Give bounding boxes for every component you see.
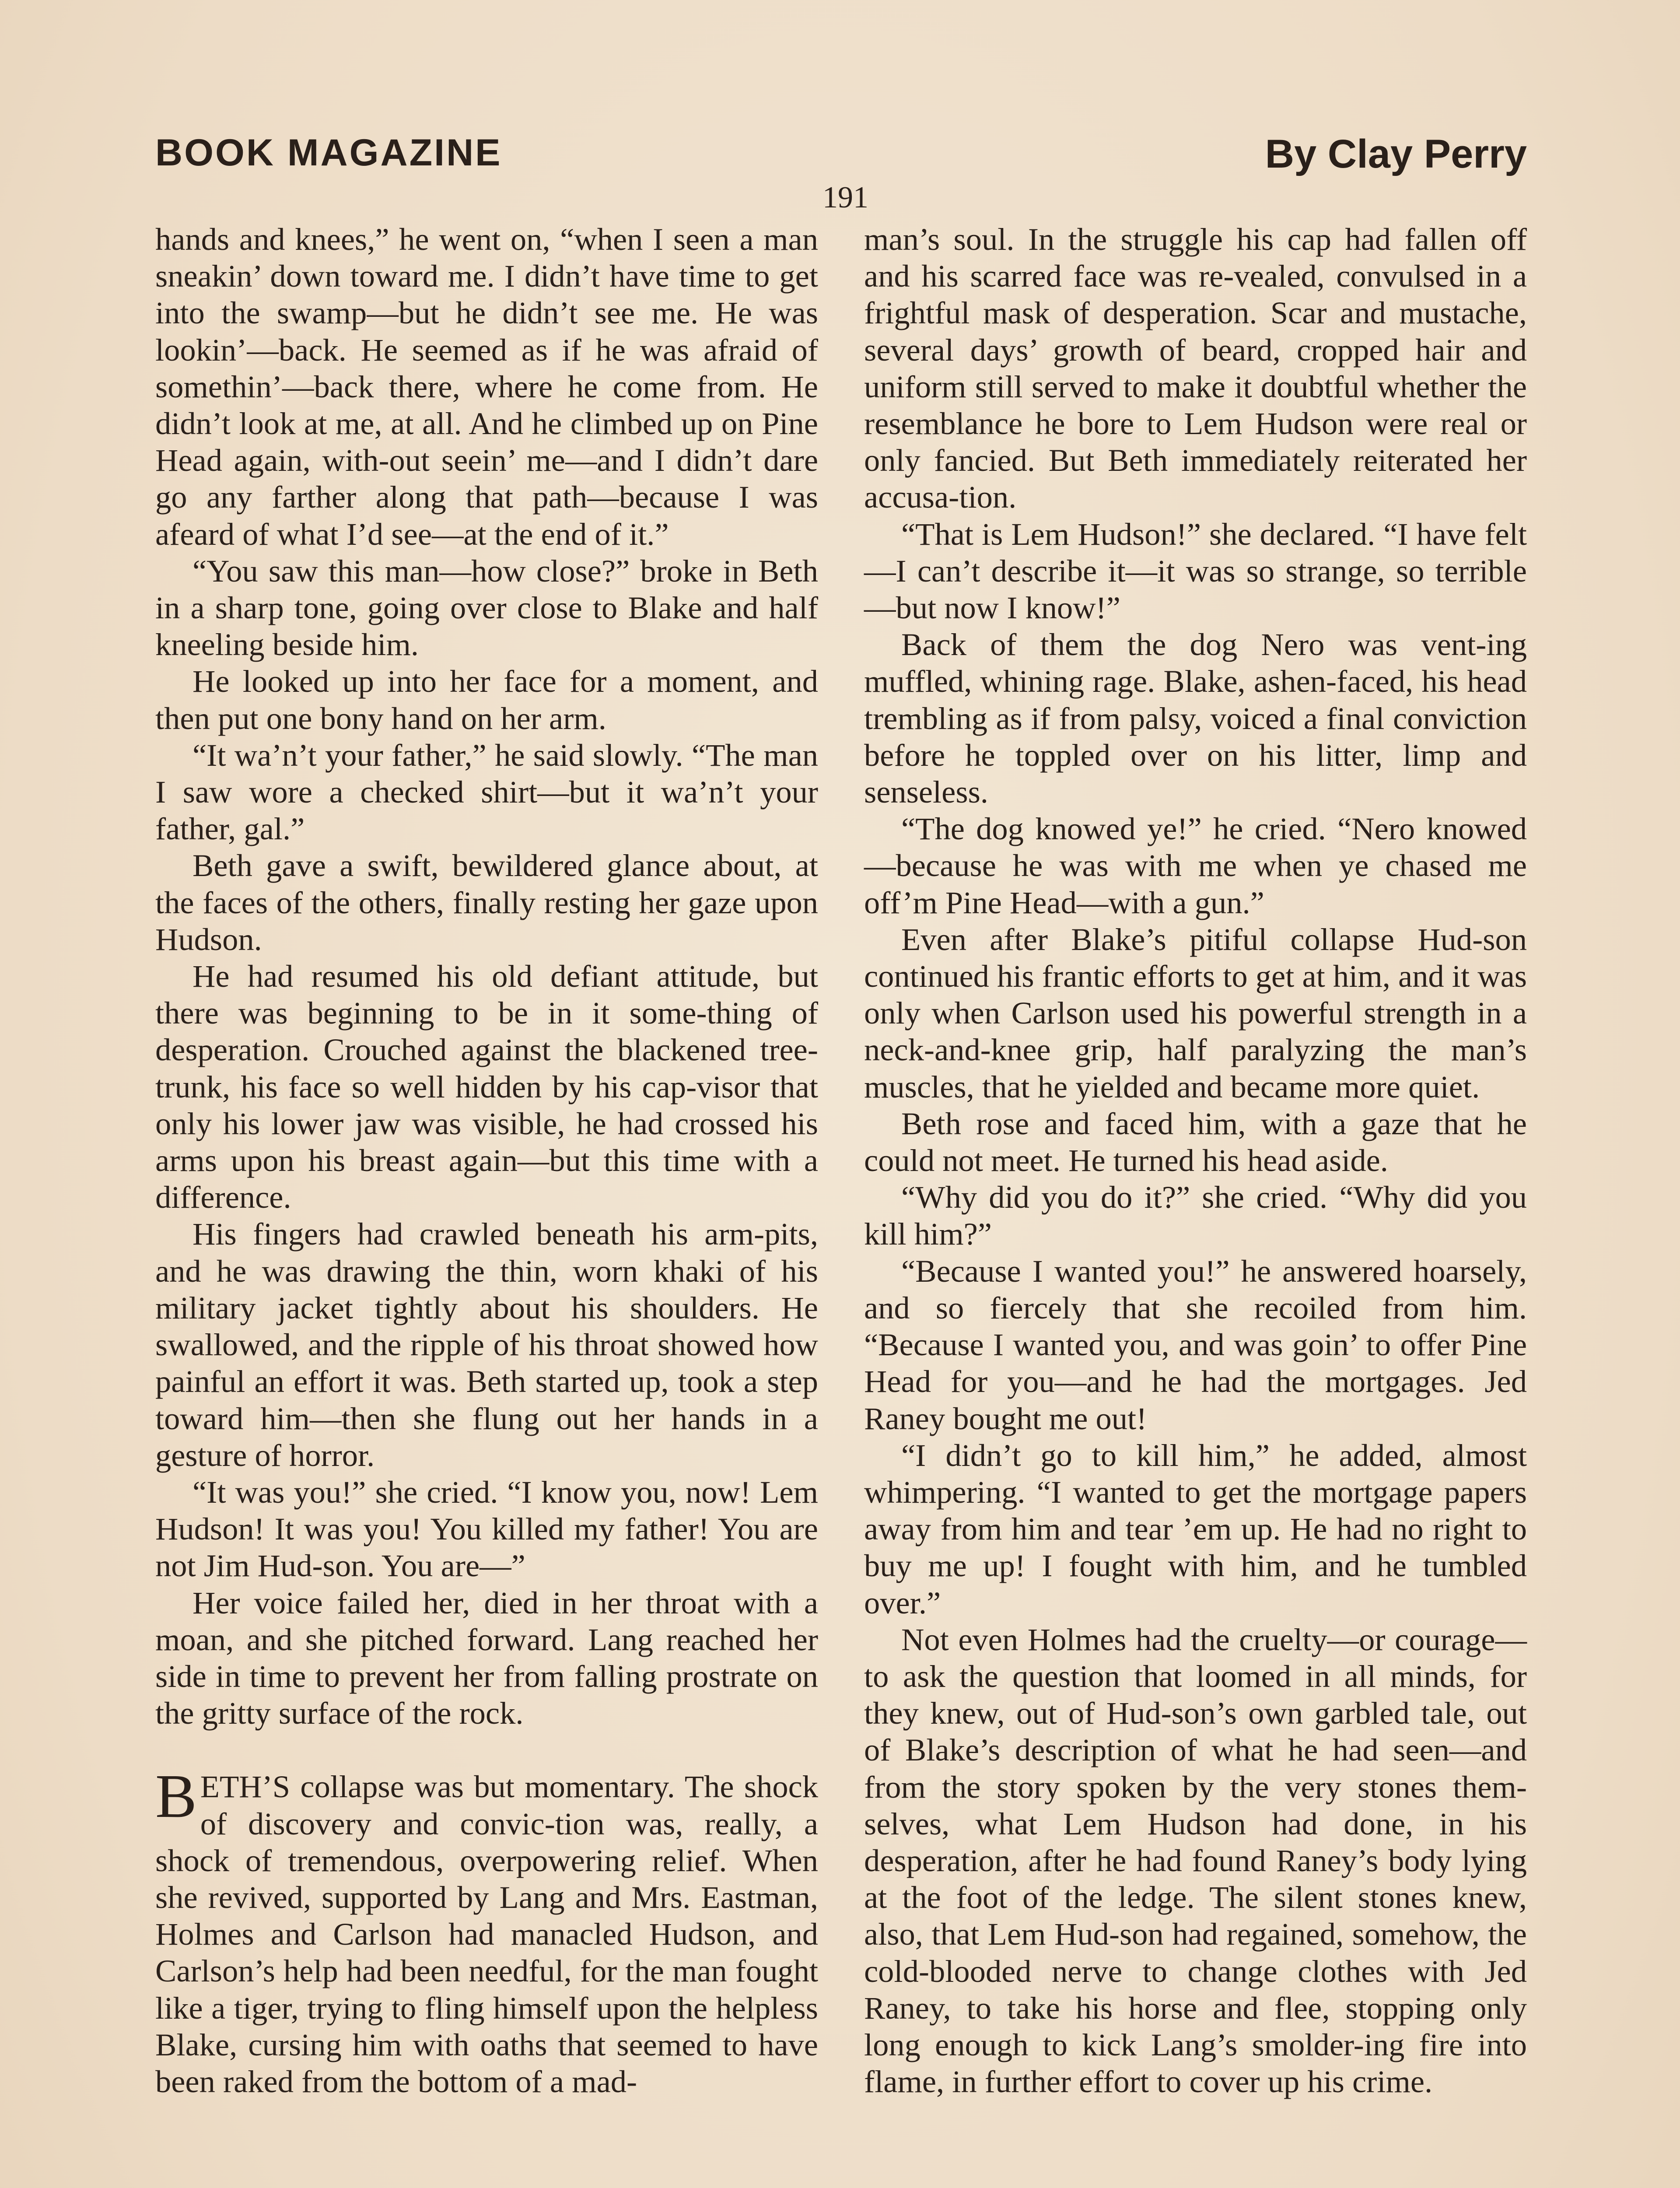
paragraph: Beth rose and faced him, with a gaze that he could not meet. He turned his head aside. <box>864 1105 1527 1178</box>
paragraph: Beth gave a swift, bewildered glance about, at the faces of the others, finally resting her gaze upon Hudson. <box>155 848 818 957</box>
section-opening-paragraph <box>155 1761 818 2100</box>
page-number: 191 <box>822 181 868 214</box>
paragraph: “You saw this man—how close?” broke in Beth in a sharp tone, going over close to Blake and half kneeling beside him. <box>155 553 818 663</box>
paragraph: “Because I wanted you!” he answered hoarsely, and so fiercely that she recoiled from him. “Because I wanted you, and was goin’ to offer Pine Head for you—and he had the mortgages. Jed Raney bought me out! <box>864 1253 1527 1436</box>
paragraph: “Why did you do it?” she cried. “Why did you kill him?” <box>864 1179 1527 1252</box>
drop-cap: B <box>155 1761 197 1831</box>
paragraph: Even after Blake’s pitiful collapse Hud-son continued his frantic efforts to get at him, and it was only when Carlson used his powerful strength in a neck-and-knee grip, half paralyzing the man’s muscles, that he yielded and became more quiet. <box>864 921 1527 1105</box>
paragraph: He had resumed his old defiant attitude, but there was beginning to be in it some-thing of desperation. Crouched against the blackened tree-trunk, his face so well hidden by his cap-visor that only his lower jaw was visible, he had crossed his arms upon his breast again—but this time with a difference. <box>155 958 818 1215</box>
paragraph: “That is Lem Hudson!” she declared. “I have felt—I can’t describe it—it was so strange, so terrible—but now I know!” <box>864 516 1527 626</box>
section-opening-text: ETH’S collapse was but momentary. The shock of discovery and convic-tion was, really, a shock of tremendous, overpowering relief. When she revived, supported by Lang and Mrs. Eastman, Holmes and Carlson had manacled Hudson, and Carlson’s help had been needful, for the man fought like a tiger, trying to fling himself upon the helpless Blake, cursing him with oaths that seemed to have been raked from the bottom of a mad- <box>155 1769 818 2099</box>
left-column <box>155 221 818 2100</box>
paragraph: “It was you!” she cried. “I know you, now! Lem Hudson! It was you! You killed my father! You are not Jim Hud-son. You are—” <box>155 1474 818 1584</box>
magazine-title: BOOK MAGAZINE <box>155 132 502 174</box>
paragraph: He looked up into her face for a moment, and then put one bony hand on her arm. <box>155 663 818 736</box>
right-column <box>864 221 1527 2100</box>
paragraph: “The dog knowed ye!” he cried. “Nero knowed—because he was with me when ye chased me off’m Pine Head—with a gun.” <box>864 811 1527 920</box>
paragraph: man’s soul. In the struggle his cap had fallen off and his scarred face was re-vealed, convulsed in a frightful mask of desperation. Scar and mustache, several days’ growth of beard, cropped hair and uniform still served to make it doubtful whether the resemblance he bore to Lem Hudson were real or only fancied. But Beth immediately reiterated her accusa-tion. <box>864 221 1527 515</box>
paragraph: “I didn’t go to kill him,” he added, almost whimpering. “I wanted to get the mortgage papers away from him and tear ’em up. He had no right to buy me up! I fought with him, and he tumbled over.” <box>864 1437 1527 1620</box>
paragraph: Not even Holmes had the cruelty—or courage—to ask the question that loomed in all minds, for they knew, out of Hud-son’s own garbled tale, out of Blake’s description of what he had seen—and from the story spoken by the very stones them-selves, what Lem Hudson had done, in his desperation, after he had found Raney’s body lying at the foot of the ledge. The silent stones knew, also, that Lem Hud-son had regained, somehow, the cold-blooded nerve to change clothes with Jed Raney, to take his horse and flee, stopping only long enough to kick Lang’s smolder-ing fire into flame, in further effort to cover up his crime. <box>864 1621 1527 2100</box>
paragraph: hands and knees,” he went on, “when I seen a man sneakin’ down toward me. I didn’t have time to get into the swamp—but he didn’t see me. He was lookin’—back. He seemed as if he was afraid of somethin’—back there, where he come from. He didn’t look at me, at all. And he climbed up on Pine Head again, with-out seein’ me—and I didn’t dare go any farther along that path—because I was afeard of what I’d see—at the end of it.” <box>155 221 818 552</box>
paragraph: Back of them the dog Nero was vent-ing muffled, whining rage. Blake, ashen-faced, his head trembling as if from palsy, voiced a final conviction before he toppled over on his litter, limp and senseless. <box>864 627 1527 810</box>
paragraph: “It wa’n’t your father,” he said slowly. “The man I saw wore a checked shirt—but it wa’n’t your father, gal.” <box>155 737 818 847</box>
paragraph: Her voice failed her, died in her throat with a moan, and she pitched forward. Lang reached her side in time to prevent her from falling prostrate on the gritty surface of the rock. <box>155 1585 818 1731</box>
author-byline: By Clay Perry <box>1265 132 1527 176</box>
paragraph: His fingers had crawled beneath his arm-pits, and he was drawing the thin, worn khaki of his military jacket tightly about his shoulders. He swallowed, and the ripple of his throat showed how painful an effort it was. Beth started up, took a step toward him—then she flung out her hands in a gesture of horror. <box>155 1216 818 1473</box>
